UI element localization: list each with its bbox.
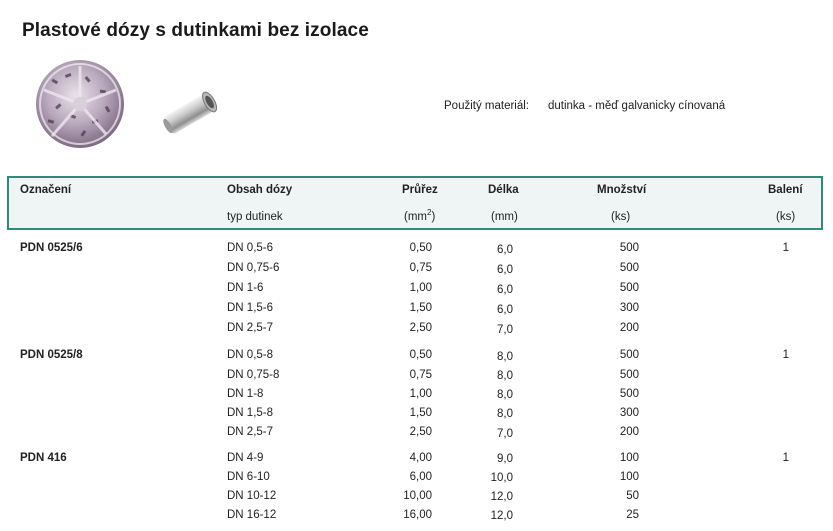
cross-section-value: 10,00: [403, 490, 432, 502]
tube-type: DN 16-12: [227, 509, 277, 521]
product-code: PDN 0525/8: [20, 349, 83, 361]
header-packaging: Balení: [768, 184, 803, 196]
quantity-value: 300: [619, 407, 639, 419]
length-value: 8,0: [497, 370, 513, 382]
quantity-value: 200: [619, 426, 639, 438]
material-label: Použitý materiál:: [444, 100, 530, 112]
quantity-value: 500: [619, 262, 639, 274]
cross-section-value: 0,75: [409, 369, 432, 381]
quantity-value: 500: [619, 242, 639, 254]
tube-type: DN 2,5-7: [227, 426, 274, 438]
length-value: 6,0: [497, 304, 513, 316]
tube-type: DN 1,5-6: [227, 302, 274, 314]
cross-section-value: 16,00: [403, 509, 432, 521]
cross-section-value: 2,50: [409, 322, 432, 334]
packaging-value: 1: [782, 349, 789, 361]
cross-section-value: 6,00: [409, 471, 432, 483]
length-value: 6,0: [497, 244, 513, 256]
quantity-value: 100: [619, 452, 639, 464]
quantity-value: 300: [619, 302, 639, 314]
tube-type: DN 0,75-8: [227, 369, 280, 381]
length-value: 6,0: [497, 264, 513, 276]
header-cross-section-unit: $(mm^2)$: [404, 208, 436, 223]
quantity-value: 50: [626, 490, 639, 502]
tube-type: DN 6-10: [227, 471, 270, 483]
cross-section-value: 1,50: [409, 407, 432, 419]
cross-section-value: 0,50: [409, 349, 432, 361]
product-code: PDN 416: [20, 452, 67, 464]
tube-type: DN 1,5-8: [227, 407, 274, 419]
page-title: Plastové dózy s dutinkami bez izolace: [22, 20, 369, 41]
length-value: 10,0: [490, 472, 513, 484]
quantity-value: 500: [619, 388, 639, 400]
material-value: dutinka - měď galvanicky cínovaná: [548, 100, 726, 112]
tube-type: DN 1-6: [227, 282, 264, 294]
cross-section-value: 1,00: [409, 388, 432, 400]
packaging-value: 1: [782, 452, 789, 464]
header-quantity: Množství: [597, 184, 647, 196]
quantity-value: 500: [619, 369, 639, 381]
header-length-unit: (mm): [491, 211, 518, 223]
header-cross-section: Průřez: [402, 184, 438, 196]
cross-section-value: 4,00: [409, 452, 432, 464]
header-packaging-unit: (ks): [776, 211, 796, 223]
cross-section-value: 1,50: [409, 302, 432, 314]
quantity-value: 25: [626, 509, 639, 521]
cross-section-value: 0,75: [409, 262, 432, 274]
length-value: 6,0: [497, 284, 513, 296]
cross-section-value: 0,50: [409, 242, 432, 254]
header-code: Označení: [20, 184, 72, 196]
quantity-value: 200: [619, 322, 639, 334]
length-value: 7,0: [497, 428, 513, 440]
quantity-value: 500: [619, 282, 639, 294]
length-value: 9,0: [497, 453, 513, 465]
product-code: PDN 0525/6: [20, 242, 83, 254]
quantity-value: 500: [619, 349, 639, 361]
header-contents-sub: typ dutinek: [227, 211, 283, 223]
length-value: 8,0: [497, 389, 513, 401]
cross-section-value: 2,50: [409, 426, 432, 438]
tube-type: DN 0,5-6: [227, 242, 274, 254]
tube-type: DN 4-9: [227, 452, 264, 464]
tube-type: DN 1-8: [227, 388, 264, 400]
length-value: 12,0: [490, 491, 513, 503]
tube-type: DN 0,5-8: [227, 349, 274, 361]
header-quantity-unit: (ks): [611, 211, 631, 223]
length-value: 7,0: [497, 324, 513, 336]
product-photo: [30, 60, 230, 170]
tube-type: DN 10-12: [227, 490, 277, 502]
cross-section-value: 1,00: [409, 282, 432, 294]
tube-type: DN 0,75-6: [227, 262, 280, 274]
packaging-value: 1: [782, 242, 789, 254]
quantity-value: 100: [619, 471, 639, 483]
header-contents: Obsah dózy: [227, 184, 293, 196]
length-value: 8,0: [497, 408, 513, 420]
tube-type: DN 2,5-7: [227, 322, 274, 334]
length-value: 12,0: [490, 510, 513, 522]
length-value: 8,0: [497, 351, 513, 363]
header-length: Délka: [488, 184, 519, 196]
